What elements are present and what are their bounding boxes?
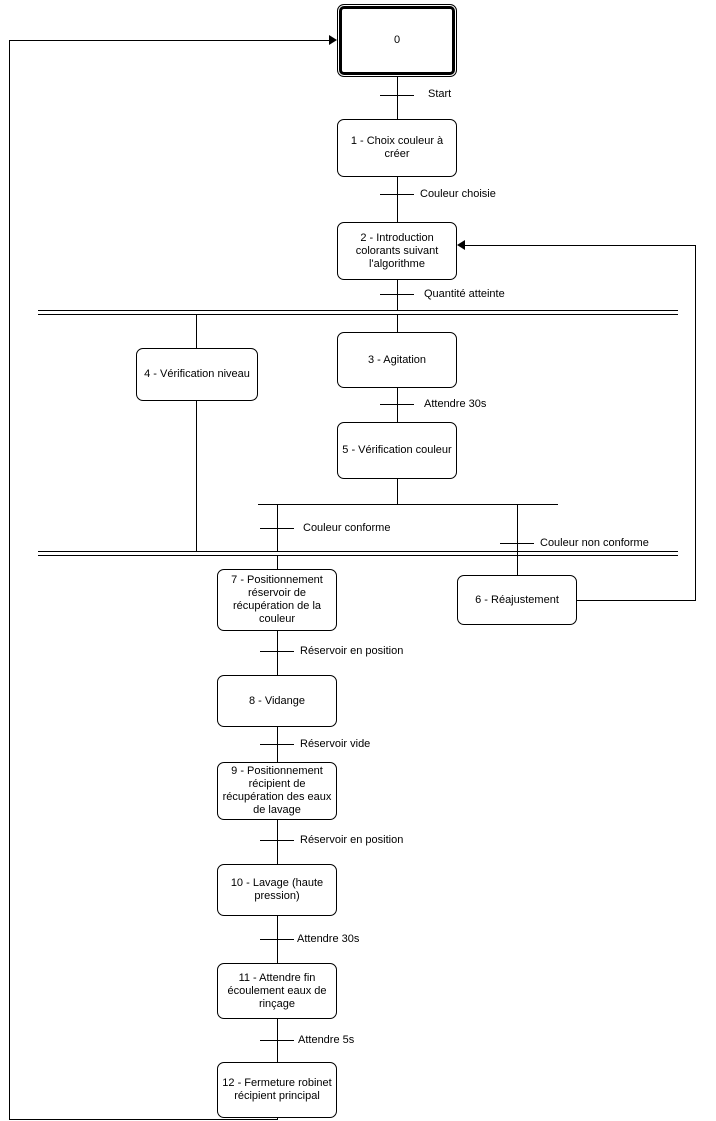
link-start-to-step1 bbox=[397, 95, 398, 119]
feedback-step12-left bbox=[9, 1119, 277, 1120]
transition-start-label: Start bbox=[428, 88, 452, 100]
step-11[interactable] bbox=[217, 963, 337, 1019]
transition-quantite-label: Quantité atteinte bbox=[424, 288, 505, 300]
link-step3-to-attendre30s bbox=[397, 388, 398, 404]
step-8-label: 8 - Vidange bbox=[248, 694, 306, 707]
step-9-label: 9 - Positionnement récipient de récupération des eaux de lavage bbox=[222, 765, 332, 816]
link-reservoir-position-to-step8 bbox=[277, 651, 278, 675]
step-3[interactable] bbox=[337, 332, 457, 388]
link-divergence-to-step4 bbox=[196, 314, 197, 348]
branch-right-drop bbox=[397, 314, 398, 332]
and-divergence-bar-top bbox=[38, 310, 678, 311]
transition-reservoir-vide-label: Réservoir vide bbox=[300, 738, 371, 750]
feedback-step6-up bbox=[695, 245, 696, 601]
transition-couleur-conforme-label: Couleur conforme bbox=[303, 522, 391, 534]
step-1[interactable] bbox=[337, 119, 457, 177]
link-or-left-down bbox=[277, 504, 278, 528]
step-7[interactable] bbox=[217, 569, 337, 631]
and-divergence-bar-bottom bbox=[38, 314, 678, 315]
step-4[interactable] bbox=[136, 348, 258, 401]
step-12-label: 12 - Fermeture robinet récipient principal bbox=[222, 1077, 332, 1102]
link-step10-to-attendre30s-2 bbox=[277, 916, 278, 939]
link-step9-to-reservoir-position-2 bbox=[277, 820, 278, 840]
step-7-label: 7 - Positionnement réservoir de récupération de la couleur bbox=[231, 574, 323, 625]
link-reservoir-position-2-to-step10 bbox=[277, 840, 278, 864]
step-0[interactable] bbox=[337, 4, 457, 77]
feedback-step12-up bbox=[9, 40, 10, 1119]
step-5[interactable] bbox=[337, 422, 457, 479]
feedback-step6-right bbox=[577, 600, 695, 601]
link-step2-to-quantite bbox=[397, 280, 398, 294]
feedback-step12-down bbox=[277, 1118, 278, 1120]
step-1-label: 1 - Choix couleur à créer bbox=[350, 135, 444, 160]
transition-attendre30s-2-label: Attendre 30s bbox=[297, 933, 360, 945]
link-step7-to-reservoir-position bbox=[277, 631, 278, 651]
link-couleur-non-conforme-to-step6 bbox=[517, 543, 518, 575]
step-4-label: 4 - Vérification niveau bbox=[144, 368, 250, 380]
transition-couleur-non-conforme-label: Couleur non conforme bbox=[540, 537, 649, 549]
step-8[interactable] bbox=[217, 675, 337, 727]
transition-reservoir-position-2-label: Réservoir en position bbox=[300, 834, 404, 846]
feedback-step6-to-step2 bbox=[465, 245, 696, 246]
step-3-label: 3 - Agitation bbox=[367, 353, 427, 366]
link-couleur-conforme-down bbox=[277, 528, 278, 551]
and-convergence-bar-bottom bbox=[38, 555, 678, 556]
link-step4-to-convergence bbox=[196, 401, 197, 551]
step-12[interactable] bbox=[217, 1062, 337, 1118]
link-couleur-choisie-to-step2 bbox=[397, 194, 398, 222]
step-2[interactable] bbox=[337, 222, 457, 280]
and-convergence-bar-top bbox=[38, 551, 678, 552]
step-0-label: 0 bbox=[393, 34, 401, 46]
link-attendre30s-to-step5 bbox=[397, 404, 398, 422]
feedback-step6-arrowhead bbox=[457, 240, 465, 250]
link-step0-to-start bbox=[397, 77, 398, 95]
link-reservoir-vide-to-step9 bbox=[277, 744, 278, 762]
feedback-step12-to-step0 bbox=[9, 40, 329, 41]
feedback-step12-arrowhead bbox=[329, 35, 337, 45]
link-step5-to-or-divergence bbox=[397, 479, 398, 504]
step-6[interactable] bbox=[457, 575, 577, 625]
step-6-label: 6 - Réajustement bbox=[475, 593, 559, 606]
link-convergence-to-step7 bbox=[277, 555, 278, 569]
link-step11-to-attendre5s bbox=[277, 1019, 278, 1040]
transition-attendre5s-label: Attendre 5s bbox=[298, 1034, 355, 1046]
step-5-label: 5 - Vérification couleur bbox=[342, 444, 452, 456]
link-step8-to-reservoir-vide bbox=[277, 727, 278, 744]
transition-attendre30s-1-label: Attendre 30s bbox=[424, 398, 487, 410]
step-11-label: 11 - Attendre fin écoulement eaux de rinçage bbox=[227, 971, 327, 1010]
step-2-label: 2 - Introduction colorants suivant l'algorithme bbox=[355, 231, 439, 270]
link-attendre30s-2-to-step11 bbox=[277, 939, 278, 963]
link-or-right-down bbox=[517, 504, 518, 543]
or-divergence-bar bbox=[258, 504, 558, 505]
transition-reservoir-position-1-label: Réservoir en position bbox=[300, 645, 404, 657]
step-10[interactable] bbox=[217, 864, 337, 916]
link-attendre5s-to-step12 bbox=[277, 1040, 278, 1062]
transition-couleur-choisie-label: Couleur choisie bbox=[420, 188, 496, 200]
step-9[interactable] bbox=[217, 762, 337, 820]
link-quantite-to-divergence bbox=[397, 294, 398, 310]
link-step1-to-couleur-choisie bbox=[397, 177, 398, 194]
step-10-label: 10 - Lavage (haute pression) bbox=[230, 877, 324, 902]
